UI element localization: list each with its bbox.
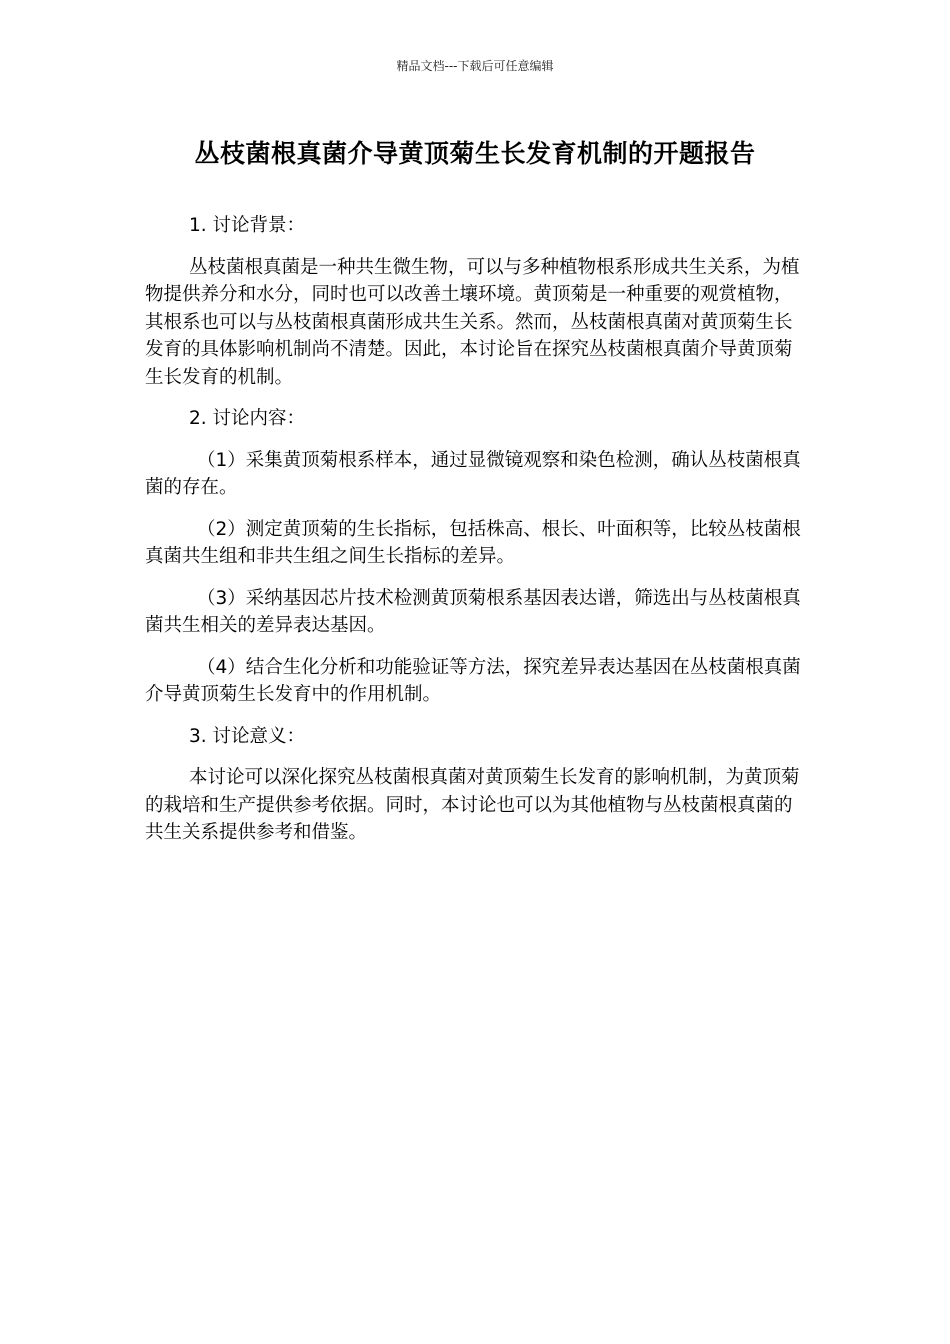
content-item-4: （4）结合生化分析和功能验证等方法，探究差异表达基因在丛枝菌根真菌介导黄顶菊生长发育中的作用机制。 xyxy=(145,656,801,705)
section-heading-background: 1. 讨论背景： xyxy=(189,215,306,236)
document-body xyxy=(145,212,807,861)
page-header-note: 精品文档---下载后可任意编辑 xyxy=(396,59,554,73)
paragraph-background: 丛枝菌根真菌是一种共生微生物，可以与多种植物根系形成共生关系，为植物提供养分和水分，同时也可以改善土壤环境。黄顶菊是一种重要的观赏植物，其根系也可以与丛枝菌根真菌形成共生关系。然而，丛枝菌根真菌对黄顶菊生长发育的具体影响机制尚不清楚。因此，本讨论旨在探究丛枝菌根真菌介导黄顶菊生长发育的机制。 xyxy=(145,256,800,388)
content-item-2: （2）测定黄顶菊的生长指标，包括株高、根长、叶面积等，比较丛枝菌根真菌共生组和非共生组之间生长指标的差异。 xyxy=(145,518,801,567)
section-heading-significance: 3. 讨论意义： xyxy=(189,725,306,747)
document-title: 丛枝菌根真菌介导黄顶菊生长发育机制的开题报告 xyxy=(194,139,756,168)
section-heading-content: 2. 讨论内容： xyxy=(189,408,306,429)
content-item-1: （1）采集黄顶菊根系样本，通过显微镜观察和染色检测，确认丛枝菌根真菌的存在。 xyxy=(145,449,801,498)
content-item-3: （3）采纳基因芯片技术检测黄顶菊根系基因表达谱，筛选出与丛枝菌根真菌共生相关的差异表达基因。 xyxy=(145,587,801,636)
paragraph-significance: 本讨论可以深化探究丛枝菌根真菌对黄顶菊生长发育的影响机制，为黄顶菊的栽培和生产提供参考依据。同时，本讨论也可以为其他植物与丛枝菌根真菌的共生关系提供参考和借鉴。 xyxy=(145,767,800,843)
